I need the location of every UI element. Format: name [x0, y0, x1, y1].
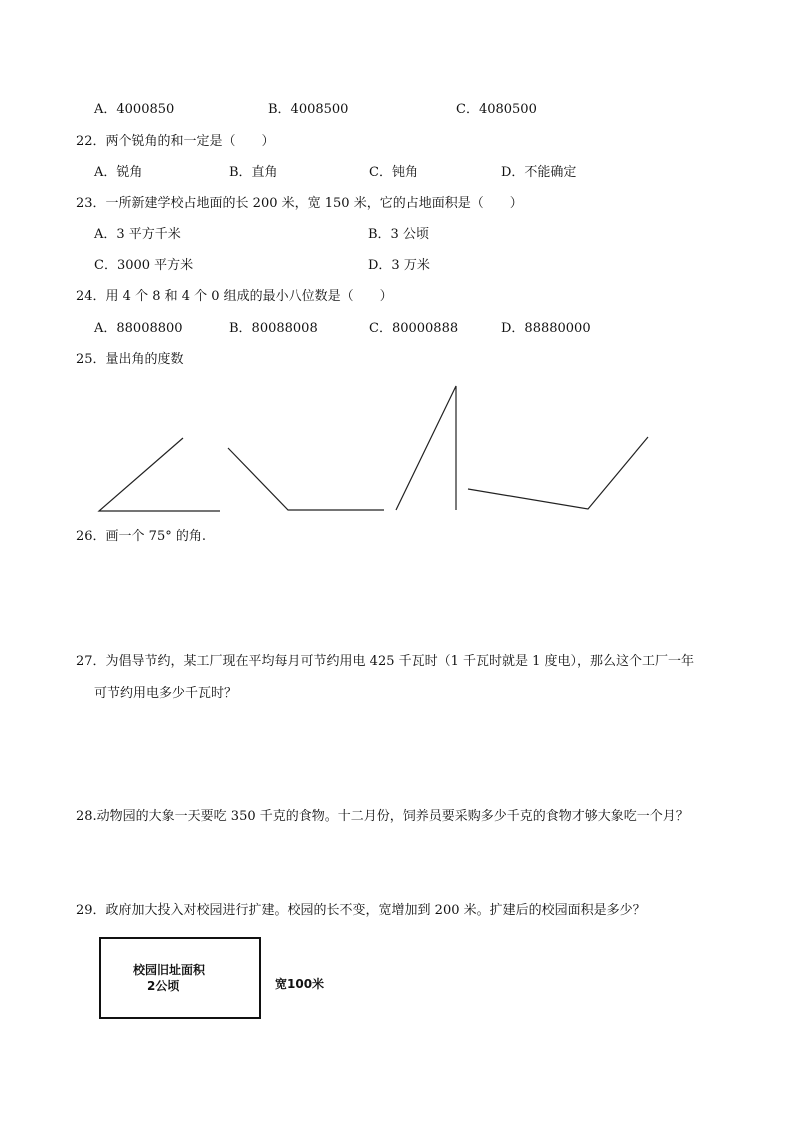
q23-option-b: B．3 公顷: [368, 227, 429, 242]
q26-question: 26．画一个 75° 的角.: [76, 529, 206, 544]
q23-question: 23．一所新建学校占地面的长 200 米，宽 150 米，它的占地面积是（ ）: [76, 196, 523, 211]
q21-option-a: A．4000850: [94, 102, 175, 117]
q29-question: 29．政府加大投入对校园进行扩建。校园的长不变，宽增加到 200 米。扩建后的校园面积是多少？: [76, 903, 646, 918]
q24-option-c: C．80000888: [369, 321, 459, 336]
q24-option-b: B．80088008: [229, 321, 318, 336]
q27-question-line1: 27．为倡导节约，某工厂现在平均每月可节约用电 425 千瓦时（1 千瓦时就是 1 度电），那么这个工厂一年: [76, 654, 695, 669]
angle-figure-2: [228, 448, 384, 510]
q24-question: 24．用 4 个 8 和 4 个 0 组成的最小八位数是（ ）: [76, 289, 393, 304]
angle-figure-3: [396, 386, 456, 510]
q21-option-c: C．4080500: [456, 102, 537, 117]
campus-width-label: 宽100米: [275, 977, 325, 991]
q23-option-d: D．3 万米: [368, 258, 430, 273]
q23-option-a: A．3 平方千米: [94, 227, 181, 242]
q21-option-b: B．4008500: [268, 102, 349, 117]
q22-option-d: D．不能确定: [501, 165, 577, 180]
campus-rectangle: [99, 937, 261, 1019]
angle-figure-4: [468, 437, 648, 509]
q23-option-c: C．3000 平方米: [94, 258, 194, 273]
q22-option-a: A．锐角: [94, 165, 143, 180]
q24-option-a: A．88008800: [94, 321, 183, 336]
campus-area-label: 校园旧址面积: [133, 963, 206, 977]
q28-question: 28.动物园的大象一天要吃 350 千克的食物。十二月份，饲养员要采购多少千克的食物才够大象吃一个月？: [76, 809, 689, 824]
angle-figure-1: [99, 438, 220, 511]
q25-question: 25．量出角的度数: [76, 352, 184, 367]
q22-option-c: C．钝角: [369, 165, 418, 180]
campus-area-value: 2公顷: [147, 979, 180, 993]
q22-question: 22．两个锐角的和一定是（ ）: [76, 134, 275, 149]
q22-option-b: B．直角: [229, 165, 278, 180]
q24-option-d: D．88880000: [501, 321, 591, 336]
q27-question-line2: 可节约用电多少千瓦时？: [94, 686, 238, 701]
